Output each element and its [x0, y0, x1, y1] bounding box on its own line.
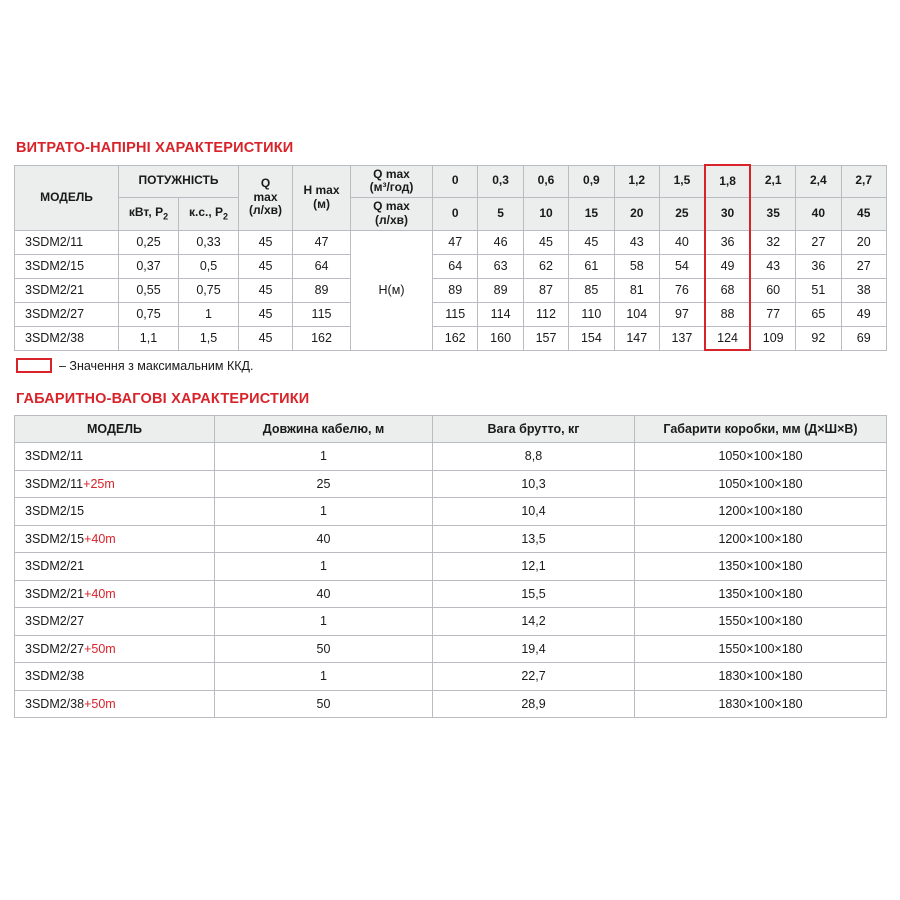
header-gross-weight: Вага брутто, кг	[433, 416, 635, 443]
model-suffix: +40m	[84, 586, 116, 601]
table-row	[15, 608, 887, 636]
gross-weight: 10,4	[433, 498, 635, 526]
head-value: 115	[433, 302, 478, 326]
head-value: 147	[614, 326, 659, 350]
head-value: 160	[478, 326, 523, 350]
content-area	[14, 140, 886, 718]
table-row	[15, 443, 887, 471]
box-dimensions: 1350×100×180	[635, 553, 887, 581]
h-m-label: H(м)	[351, 230, 433, 350]
cable-length: 50	[215, 690, 433, 718]
head-value: 32	[750, 230, 795, 254]
head-value-best-efficiency: 124	[705, 326, 750, 350]
model-base: 3SDM2/21	[25, 559, 85, 574]
table-row	[15, 635, 887, 663]
legend-note-text: – Значення з максимальним ККД.	[59, 358, 254, 373]
model-name	[15, 470, 215, 498]
box-dimensions: 1050×100×180	[635, 470, 887, 498]
header-h-max	[293, 165, 351, 230]
gross-weight: 8,8	[433, 443, 635, 471]
cable-length: 1	[215, 553, 433, 581]
h-max: 89	[293, 278, 351, 302]
head-value: 63	[478, 254, 523, 278]
dimensions-table	[14, 415, 887, 718]
head-value: 46	[478, 230, 523, 254]
head-value: 112	[523, 302, 568, 326]
header-q-m3-1: 0,3	[478, 165, 523, 198]
model-name	[15, 580, 215, 608]
head-value: 162	[433, 326, 478, 350]
header-q-m3-6: 1,8	[705, 165, 750, 198]
gross-weight: 19,4	[433, 635, 635, 663]
table-row	[15, 690, 887, 718]
header-box-dimensions: Габарити коробки, мм (Д×Ш×В)	[635, 416, 887, 443]
header-power-hp-sub: 2	[223, 211, 229, 222]
head-value: 51	[796, 278, 841, 302]
gross-weight: 15,5	[433, 580, 635, 608]
flow-head-table	[14, 164, 887, 351]
table-row	[15, 302, 887, 326]
head-value: 92	[796, 326, 841, 350]
model-name: 3SDM2/21	[15, 278, 119, 302]
cable-length: 25	[215, 470, 433, 498]
gross-weight: 13,5	[433, 525, 635, 553]
header-model: МОДЕЛЬ	[15, 165, 119, 230]
cable-length: 50	[215, 635, 433, 663]
head-value: 40	[659, 230, 704, 254]
table-header-row-1	[15, 165, 887, 198]
box-dimensions: 1830×100×180	[635, 690, 887, 718]
header-q-m3-7: 2,1	[750, 165, 795, 198]
header-power-kw-label: кВт, P	[128, 205, 164, 220]
model-base: 3SDM2/27	[25, 614, 85, 629]
table-row	[15, 254, 887, 278]
q-max: 45	[239, 254, 293, 278]
table-row	[15, 553, 887, 581]
h-max: 162	[293, 326, 351, 350]
head-value: 38	[841, 278, 886, 302]
head-value: 76	[659, 278, 704, 302]
header-q-lmin-1: 5	[478, 198, 523, 231]
model-base: 3SDM2/21	[25, 586, 85, 601]
box-dimensions: 1350×100×180	[635, 580, 887, 608]
power-hp: 0,5	[179, 254, 239, 278]
model-name	[15, 690, 215, 718]
model-suffix: +40m	[84, 531, 116, 546]
cable-length: 1	[215, 498, 433, 526]
model-suffix: +50m	[84, 696, 116, 711]
model-base: 3SDM2/27	[25, 641, 85, 656]
gross-weight: 10,3	[433, 470, 635, 498]
header-qmax-lmin	[351, 198, 433, 231]
h-max: 47	[293, 230, 351, 254]
q-max: 45	[239, 278, 293, 302]
header-q-m3-8: 2,4	[796, 165, 841, 198]
header-qmax-lmin-line1: Q max	[373, 199, 410, 214]
header-qmax-m3	[351, 165, 433, 198]
box-dimensions: 1200×100×180	[635, 525, 887, 553]
box-dimensions: 1550×100×180	[635, 608, 887, 636]
head-value-best-efficiency: 36	[705, 230, 750, 254]
header-power-hp-label: к.с., P	[188, 205, 224, 220]
header-qmax-m3-line1: Q max	[373, 166, 410, 181]
model-name	[15, 498, 215, 526]
head-value-best-efficiency: 68	[705, 278, 750, 302]
header-q-lmin-7: 35	[750, 198, 795, 231]
model-base: 3SDM2/11	[25, 476, 84, 491]
power-kw: 0,55	[119, 278, 179, 302]
head-value: 154	[569, 326, 614, 350]
table-row	[15, 326, 887, 350]
legend-note	[14, 358, 886, 373]
model-suffix: +25m	[83, 476, 115, 491]
head-value: 45	[523, 230, 568, 254]
head-value: 64	[433, 254, 478, 278]
header-q-max-line3: (л/хв)	[249, 203, 283, 218]
section-title-flow-head: ВИТРАТО-НАПІРНІ ХАРАКТЕРИСТИКИ	[16, 140, 294, 156]
power-hp: 0,33	[179, 230, 239, 254]
cable-length: 1	[215, 443, 433, 471]
head-value: 36	[796, 254, 841, 278]
head-value: 87	[523, 278, 568, 302]
table-header-row-2	[15, 198, 887, 231]
header-qmax-lmin-line2: (л/хв)	[375, 212, 409, 227]
table-row	[15, 525, 887, 553]
model-base: 3SDM2/38	[25, 669, 85, 684]
head-value: 81	[614, 278, 659, 302]
head-value: 97	[659, 302, 704, 326]
gross-weight: 14,2	[433, 608, 635, 636]
header-q-lmin-5: 25	[659, 198, 704, 231]
power-hp: 1,5	[179, 326, 239, 350]
model-base: 3SDM2/15	[25, 531, 85, 546]
head-value: 27	[841, 254, 886, 278]
header-q-lmin-6: 30	[705, 198, 750, 231]
header-q-lmin-2: 10	[523, 198, 568, 231]
head-value: 20	[841, 230, 886, 254]
table-row	[15, 663, 887, 691]
head-value: 62	[523, 254, 568, 278]
header-h-max-line2: (м)	[313, 196, 330, 211]
head-value: 54	[659, 254, 704, 278]
head-value: 114	[478, 302, 523, 326]
h-max: 64	[293, 254, 351, 278]
q-max: 45	[239, 230, 293, 254]
cable-length: 1	[215, 608, 433, 636]
head-value: 61	[569, 254, 614, 278]
head-value: 69	[841, 326, 886, 350]
table-row	[15, 580, 887, 608]
cable-length: 40	[215, 580, 433, 608]
cable-length: 40	[215, 525, 433, 553]
header-q-lmin-8: 40	[796, 198, 841, 231]
table-row	[15, 498, 887, 526]
head-value: 58	[614, 254, 659, 278]
table-header-row	[15, 416, 887, 443]
model-name	[15, 608, 215, 636]
header-cable-length: Довжина кабелю, м	[215, 416, 433, 443]
header-power: ПОТУЖНІСТЬ	[119, 165, 239, 198]
header-q-lmin-4: 20	[614, 198, 659, 231]
model-name	[15, 553, 215, 581]
head-value: 45	[569, 230, 614, 254]
header-q-m3-9: 2,7	[841, 165, 886, 198]
box-dimensions: 1050×100×180	[635, 443, 887, 471]
power-kw: 0,25	[119, 230, 179, 254]
head-value: 27	[796, 230, 841, 254]
model-name: 3SDM2/11	[15, 230, 119, 254]
model-base: 3SDM2/15	[25, 504, 85, 519]
power-hp: 1	[179, 302, 239, 326]
head-value-best-efficiency: 49	[705, 254, 750, 278]
header-q-max-line2: max	[253, 189, 278, 204]
model-suffix: +50m	[84, 641, 116, 656]
legend-swatch-box	[16, 358, 52, 373]
head-value: 157	[523, 326, 568, 350]
header-q-m3-2: 0,6	[523, 165, 568, 198]
power-hp: 0,75	[179, 278, 239, 302]
header-power-hp	[179, 198, 239, 231]
header-q-m3-4: 1,2	[614, 165, 659, 198]
head-value: 109	[750, 326, 795, 350]
header-power-kw	[119, 198, 179, 231]
model-name	[15, 525, 215, 553]
head-value: 104	[614, 302, 659, 326]
table-row	[15, 278, 887, 302]
header-q-m3-3: 0,9	[569, 165, 614, 198]
header-q-m3-5: 1,5	[659, 165, 704, 198]
model-name: 3SDM2/38	[15, 326, 119, 350]
model-base: 3SDM2/38	[25, 696, 85, 711]
head-value: 43	[614, 230, 659, 254]
model-name	[15, 663, 215, 691]
header-q-lmin-0: 0	[433, 198, 478, 231]
box-dimensions: 1550×100×180	[635, 635, 887, 663]
power-kw: 1,1	[119, 326, 179, 350]
head-value: 89	[433, 278, 478, 302]
header-q-lmin-9: 45	[841, 198, 886, 231]
model-base: 3SDM2/11	[25, 449, 84, 464]
gross-weight: 12,1	[433, 553, 635, 581]
head-value: 65	[796, 302, 841, 326]
head-value-best-efficiency: 88	[705, 302, 750, 326]
section-title-dimensions: ГАБАРИТНО-ВАГОВІ ХАРАКТЕРИСТИКИ	[16, 391, 310, 408]
table-row	[15, 230, 887, 254]
cable-length: 1	[215, 663, 433, 691]
model-name	[15, 443, 215, 471]
head-value: 43	[750, 254, 795, 278]
header-power-kw-sub: 2	[163, 211, 169, 222]
head-value: 89	[478, 278, 523, 302]
gross-weight: 28,9	[433, 690, 635, 718]
header-model: МОДЕЛЬ	[15, 416, 215, 443]
q-max: 45	[239, 302, 293, 326]
power-kw: 0,37	[119, 254, 179, 278]
header-h-max-line1: H max	[303, 182, 340, 197]
header-q-m3-0: 0	[433, 165, 478, 198]
h-max: 115	[293, 302, 351, 326]
head-value: 85	[569, 278, 614, 302]
q-max: 45	[239, 326, 293, 350]
header-q-lmin-3: 15	[569, 198, 614, 231]
head-value: 60	[750, 278, 795, 302]
model-name: 3SDM2/15	[15, 254, 119, 278]
head-value: 47	[433, 230, 478, 254]
header-qmax-m3-line2: (м³/год)	[369, 180, 414, 195]
gross-weight: 22,7	[433, 663, 635, 691]
box-dimensions: 1830×100×180	[635, 663, 887, 691]
header-q-max	[239, 165, 293, 230]
model-name	[15, 635, 215, 663]
head-value: 110	[569, 302, 614, 326]
head-value: 137	[659, 326, 704, 350]
model-name: 3SDM2/27	[15, 302, 119, 326]
power-kw: 0,75	[119, 302, 179, 326]
head-value: 49	[841, 302, 886, 326]
box-dimensions: 1200×100×180	[635, 498, 887, 526]
table-row	[15, 470, 887, 498]
head-value: 77	[750, 302, 795, 326]
header-q-max-line1: Q	[260, 175, 271, 190]
